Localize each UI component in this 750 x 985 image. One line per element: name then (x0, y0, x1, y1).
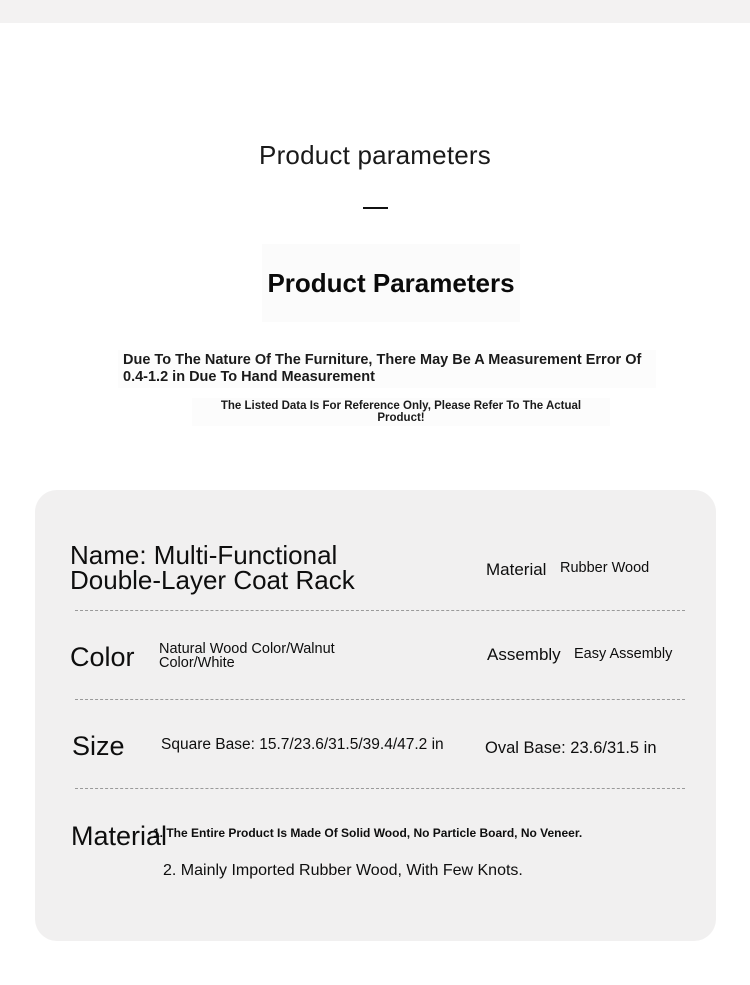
assembly-value: Easy Assembly (574, 646, 673, 662)
color-label: Color (70, 642, 135, 672)
title-underline (363, 207, 388, 209)
row-divider (75, 699, 685, 700)
material-detail-label: Material (71, 821, 168, 851)
parameters-card (35, 490, 716, 941)
size-label: Size (72, 731, 125, 761)
size-oval-base: Oval Base: 23.6/31.5 in (485, 739, 657, 757)
measurement-notice: Due To The Nature Of The Furniture, There May Be A Measurement Error Of 0.4-1.2 in Due To Hand Measurement (118, 350, 656, 388)
reference-notice: The Listed Data Is For Reference Only, Please Refer To The Actual Product! (192, 398, 610, 426)
material-label: Material (486, 560, 547, 579)
section-title: Product parameters (259, 140, 491, 170)
row-divider (75, 610, 685, 611)
size-square-base: Square Base: 15.7/23.6/31.5/39.4/47.2 in (161, 736, 444, 753)
material-value: Rubber Wood (560, 560, 650, 576)
color-value: Natural Wood Color/Walnut Color/White (159, 641, 335, 671)
product-name: Name: Multi-Functional Double-Layer Coat Rack (70, 540, 355, 595)
material-detail-2: 2. Mainly Imported Rubber Wood, With Few Knots. (163, 862, 523, 879)
parameters-heading: Product Parameters (262, 244, 520, 322)
material-detail-1: 1. The Entire Product Is Made Of Solid Wood, No Particle Board, No Veneer. (153, 826, 583, 840)
assembly-label: Assembly (487, 645, 561, 664)
row-divider (75, 788, 685, 789)
top-band (0, 0, 750, 23)
